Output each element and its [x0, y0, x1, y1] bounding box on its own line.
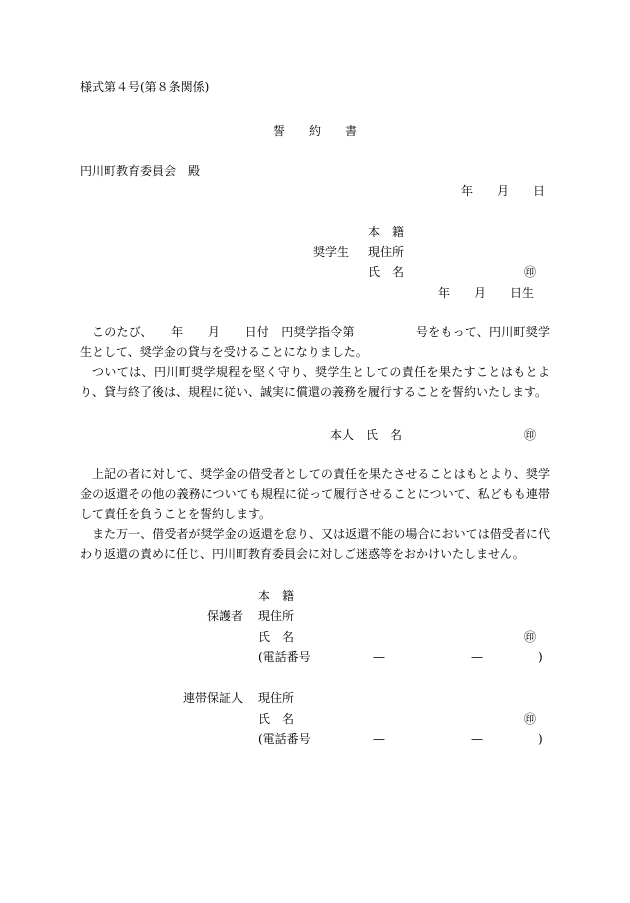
guarantor-role-label: 連帯保証人	[183, 691, 244, 705]
guardian-phone-close: )	[538, 650, 543, 664]
guarantee-sentence-2: また万一、借受者が奨学金の返還を怠り、又は返還不能の場合においては借受者に代わり返還の責めに任じ、円川町教育委員会に対しご迷惑等をおかけいたしません。	[80, 527, 550, 561]
guardian-address-label: 現住所	[258, 609, 295, 623]
student-honseki-label: 本 籍	[368, 225, 405, 239]
self-name-label: 本人 氏 名	[330, 428, 403, 442]
guardian-phone-label: (電話番号	[258, 650, 311, 664]
guarantee-paragraph	[80, 464, 550, 564]
guarantor-address-label: 現住所	[258, 691, 295, 705]
guardian-seal-mark: ㊞	[524, 630, 537, 644]
guardian-name-label: 氏 名	[258, 630, 295, 644]
student-seal-mark: ㊞	[524, 265, 537, 279]
guarantee-sentence-1: 上記の者に対して、奨学金の借受者としての責任を果たさせることはもとより、奨学金の返還その他の義務についても規程に従って履行させることについて、私どもも連帯して責任を負うことを誓約します。	[80, 467, 550, 521]
guardian-honseki-label: 本 籍	[258, 589, 295, 603]
date-line: 年 月 日	[461, 184, 546, 198]
guarantor-phone-label: (電話番号	[258, 732, 311, 746]
guarantor-phone-dash-1: —	[373, 732, 385, 746]
addressee: 円川町教育委員会 殿	[80, 164, 201, 178]
guarantor-seal-mark: ㊞	[524, 712, 537, 726]
student-birthdate: 年 月 日生	[438, 286, 535, 300]
pledge-paragraph	[80, 322, 550, 402]
document-title: 誓 約 書	[272, 124, 357, 138]
pledge-sentence-1: このたび、 年 月 日付 円奨学指令第 号をもって、円川町奨学生として、奨学金の貸与を受けることになりました。	[80, 325, 550, 359]
student-name-label: 氏 名	[368, 265, 405, 279]
guardian-phone-dash-2: —	[471, 650, 483, 664]
guarantor-phone-close: )	[538, 732, 543, 746]
guarantor-name-label: 氏 名	[258, 712, 295, 726]
student-role-label: 奨学生	[313, 245, 350, 259]
form-number: 様式第４号(第８条関係)	[80, 80, 210, 94]
guardian-role-label: 保護者	[207, 609, 244, 623]
student-address-label: 現住所	[368, 245, 405, 259]
pledge-sentence-2: ついては、円川町奨学規程を堅く守り、奨学生としての責任を果たすことはもとより、貸与終了後は、規程に従い、誠実に償還の義務を履行することを誓約いたします。	[80, 365, 550, 399]
self-seal-mark: ㊞	[524, 428, 537, 442]
guardian-phone-dash-1: —	[373, 650, 385, 664]
guarantor-phone-dash-2: —	[471, 732, 483, 746]
